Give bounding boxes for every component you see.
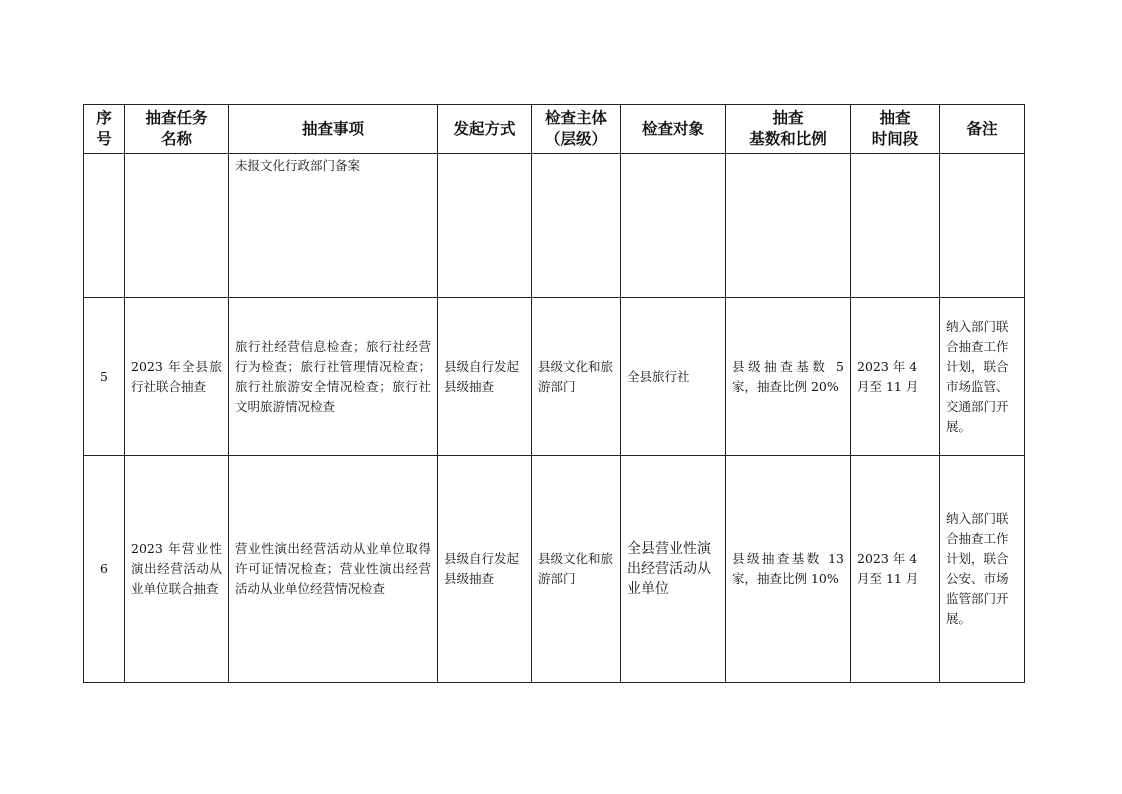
cell-seq [84, 456, 125, 683]
table-row [84, 154, 1025, 298]
cell-target [621, 298, 726, 456]
header-seq [84, 105, 125, 154]
header-task-name [125, 105, 229, 154]
inspection-table [83, 104, 1025, 683]
cell-method-text: 县级自行发起县级抽查 [444, 358, 520, 394]
cell-items-text: 旅行社经营信息检查；旅行社经营行为检查；旅行社管理情况检查；旅行社旅游安全情况检查；旅行社文明旅游情况检查 [235, 338, 431, 414]
cell-remark-text: 纳入部门联合抽查工作计划，联合公安、市场监管部门开展。 [946, 511, 1009, 626]
cell-task [125, 456, 229, 683]
cell-target-text: 全县旅行社 [627, 368, 690, 384]
cell-items [229, 154, 438, 298]
table-row [84, 298, 1025, 456]
header-subject-label: 检查主体 （层级） [544, 109, 607, 148]
cell-seq [84, 154, 125, 298]
cell-target [621, 154, 726, 298]
header-base-ratio-label: 抽查 基数和比例 [749, 109, 827, 148]
cell-subject [532, 154, 621, 298]
cell-method [438, 298, 532, 456]
header-method-label: 发起方式 [453, 119, 516, 138]
cell-base-ratio [726, 154, 851, 298]
header-seq-label: 序 号 [96, 109, 112, 148]
cell-task-text: 2023 年营业性演出经营活动从业单位联合抽查 [131, 541, 222, 596]
cell-method [438, 154, 532, 298]
cell-seq-text: 6 [100, 561, 108, 576]
cell-items-text: 营业性演出经营活动从业单位取得许可证情况检查；营业性演出经营活动从业单位经营情况检查 [235, 541, 431, 596]
header-method [438, 105, 532, 154]
cell-remark [940, 456, 1025, 683]
header-check-items-label: 抽查事项 [301, 119, 364, 138]
cell-seq [84, 298, 125, 456]
cell-task-text: 2023 年全县旅行社联合抽查 [131, 358, 222, 394]
cell-items-text: 未报文化行政部门备案 [235, 158, 361, 173]
cell-remark [940, 298, 1025, 456]
cell-remark [940, 154, 1025, 298]
header-row [84, 105, 1025, 154]
cell-period-text: 2023 年 4 月至 11 月 [857, 358, 919, 394]
header-target [621, 105, 726, 154]
cell-period-text: 2023 年 4 月至 11 月 [857, 551, 919, 586]
cell-items [229, 298, 438, 456]
cell-subject [532, 298, 621, 456]
header-period-label: 抽查 时间段 [871, 109, 919, 148]
header-base-ratio [726, 105, 851, 154]
cell-remark-text: 纳入部门联合抽查工作计划，联合市场监管、交通部门开展。 [946, 318, 1009, 434]
cell-method [438, 456, 532, 683]
cell-period [851, 298, 940, 456]
cell-items [229, 456, 438, 683]
header-target-label: 检查对象 [641, 119, 704, 138]
cell-task [125, 154, 229, 298]
header-task-name-label: 抽查任务 名称 [145, 109, 208, 148]
header-remark-label: 备注 [966, 119, 998, 138]
table-row [84, 456, 1025, 683]
cell-target [621, 456, 726, 683]
cell-task [125, 298, 229, 456]
header-remark [940, 105, 1025, 154]
cell-target-text: 全县营业性演出经营活动从业单位 [627, 541, 711, 597]
header-subject [532, 105, 621, 154]
cell-base-ratio [726, 456, 851, 683]
cell-period [851, 456, 940, 683]
cell-subject-text: 县级文化和旅游部门 [538, 358, 614, 394]
header-period [851, 105, 940, 154]
cell-base-ratio [726, 298, 851, 456]
cell-base-ratio-text: 县级抽查基数 5 家，抽查比例 20% [732, 358, 844, 394]
header-check-items [229, 105, 438, 154]
cell-base-ratio-text: 县级抽查基数 13 家，抽查比例 10% [732, 551, 844, 586]
cell-subject-text: 县级文化和旅游部门 [538, 551, 614, 586]
cell-seq-text: 5 [100, 368, 108, 384]
cell-subject [532, 456, 621, 683]
cell-period [851, 154, 940, 298]
cell-method-text: 县级自行发起县级抽查 [444, 551, 520, 586]
